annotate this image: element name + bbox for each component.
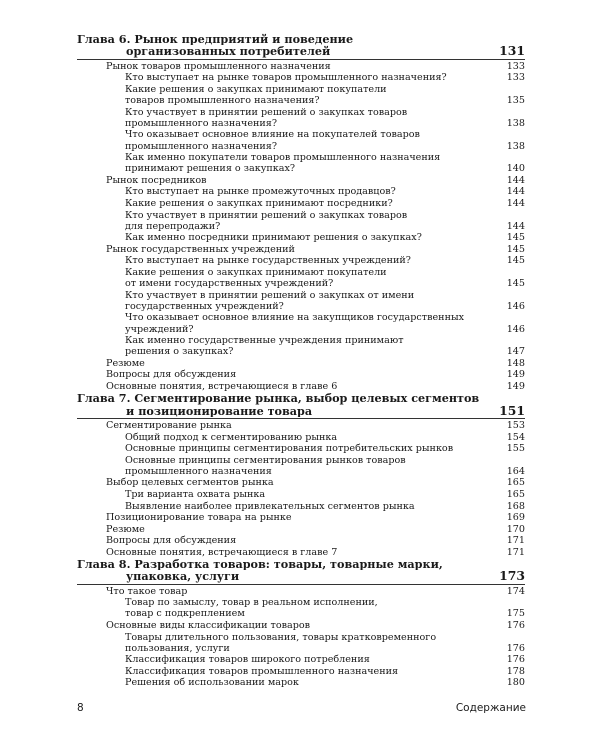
toc-entry — [77, 335, 525, 357]
toc-entry-title: Общий подход к сегментированию рынка — [125, 431, 338, 443]
toc-entry-title: Кто выступает на рынке товаров промышленного назначения? — [125, 72, 447, 84]
toc-entry — [77, 677, 525, 688]
toc-page-number: 171 — [506, 535, 525, 547]
toc-entry-title: Кто участвует в принятии решений о закупках товаров — [125, 209, 408, 221]
toc-entry-title: Основные принципы сегментирования потребительских рынков — [125, 443, 454, 455]
toc-entry-title: Товар по замыслу, товар в реальном исполнении, — [125, 597, 378, 609]
toc-page-number: 140 — [506, 163, 525, 175]
toc-entry-title: Какие решения о закупках принимают посредники? — [125, 198, 393, 209]
footer-page-number: 8 — [77, 702, 84, 714]
toc-entry — [77, 632, 525, 654]
toc-entry — [77, 477, 525, 488]
toc-page-number: 138 — [506, 140, 525, 152]
toc-page-number: 146 — [506, 300, 525, 312]
toc-entry — [77, 84, 525, 106]
toc-entry — [77, 290, 525, 312]
toc-page-number: 148 — [506, 357, 525, 369]
toc-page-number: 174 — [506, 585, 525, 597]
toc-entry — [77, 420, 525, 431]
toc-entry — [77, 443, 525, 454]
toc-entry — [77, 129, 525, 151]
toc-page-number: 135 — [506, 95, 525, 107]
toc-entry-title: Позиционирование товара на рынке — [106, 512, 292, 524]
toc-page-number: 154 — [506, 431, 525, 443]
toc-entry — [77, 501, 525, 512]
toc-entry — [77, 312, 525, 334]
toc-entry — [77, 107, 525, 129]
toc-entry-title: Что оказывает основное влияние на покупателей товаров — [125, 129, 420, 141]
toc-entry — [77, 547, 525, 558]
toc-page-number: 138 — [506, 117, 525, 129]
toc-page-number: 164 — [506, 465, 525, 477]
toc-page-number: 146 — [506, 323, 525, 335]
toc-entry-title: промышленного назначения? — [125, 117, 277, 129]
chapter-rule — [77, 584, 525, 585]
toc-entry — [77, 369, 525, 380]
toc-entry-title: Рынок посредников — [106, 174, 207, 186]
toc-entry-title: и позиционирование товара — [126, 404, 313, 418]
toc-entry-title: Основные принципы сегментирования рынков товаров — [125, 454, 406, 466]
toc-entry — [77, 175, 525, 186]
toc-entry-title: Резюме — [106, 523, 145, 535]
toc-entry-title: Как именно покупатели товаров промышленного назначения — [125, 152, 441, 164]
toc-entry — [77, 597, 525, 619]
toc-entry-title: упаковка, услуги — [126, 570, 240, 583]
toc-entry — [77, 255, 525, 266]
toc-entry — [77, 666, 525, 677]
toc-page-number: 131 — [499, 43, 525, 59]
toc-entry-title: Основные понятия, встречающиеся в главе 7 — [106, 546, 338, 558]
toc-chapter — [77, 558, 525, 585]
toc-entry — [77, 620, 525, 631]
toc-page-number: 149 — [506, 381, 525, 393]
toc-entry-title: Как именно государственные учреждения принимают — [125, 335, 404, 347]
toc-entry-title: промышленного назначения? — [125, 140, 277, 152]
toc-entry-title: промышленного назначения — [125, 465, 272, 477]
toc-page-number: 180 — [506, 677, 525, 689]
toc-entry — [77, 654, 525, 665]
toc-entry-title: Резюме — [106, 357, 145, 369]
table-of-contents — [77, 33, 525, 689]
toc-page-number: 176 — [506, 642, 525, 654]
toc-page-number: 173 — [499, 568, 525, 584]
toc-entry-title: Основные виды классификации товаров — [106, 620, 311, 632]
footer-section-title: Содержание — [455, 702, 526, 714]
toc-page-number: 144 — [506, 198, 525, 209]
toc-entry — [77, 244, 525, 255]
toc-page-number: 144 — [506, 220, 525, 232]
toc-entry — [77, 586, 525, 597]
toc-entry-title: Кто выступает на рынке промежуточных продавцов? — [125, 186, 396, 198]
chapter-rule — [77, 59, 525, 60]
toc-entry — [77, 152, 525, 174]
toc-entry — [77, 210, 525, 232]
toc-page-number: 147 — [506, 346, 525, 358]
toc-entry-title: Вопросы для обсуждения — [106, 369, 237, 381]
toc-page-number: 133 — [506, 60, 525, 72]
toc-page-number: 144 — [506, 186, 525, 198]
toc-entry-title: товар с подкреплением — [125, 608, 245, 620]
toc-page-number: 145 — [506, 243, 525, 255]
toc-page-number: 176 — [506, 620, 525, 632]
toc-entry — [77, 432, 525, 443]
toc-entry-title: Рынок товаров промышленного назначения — [106, 60, 331, 72]
toc-page-number: 178 — [506, 665, 525, 677]
toc-entry-title: Глава 7. Сегментирование рынка, выбор целевых сегментов — [77, 392, 480, 405]
toc-entry-title: от имени государственных учреждений? — [125, 278, 334, 290]
toc-entry — [77, 535, 525, 546]
toc-entry-title: Сегментирование рынка — [106, 420, 232, 432]
toc-entry — [77, 358, 525, 369]
toc-page-number: 153 — [506, 420, 525, 432]
toc-entry-title: организованных потребителей — [126, 45, 331, 58]
toc-entry-title: Классификация товаров промышленного назначения — [125, 665, 399, 677]
toc-entry-title: Что такое товар — [106, 585, 188, 597]
toc-entry — [77, 489, 525, 500]
toc-page-number: 151 — [499, 402, 525, 418]
toc-page-number: 133 — [506, 72, 525, 84]
toc-page-number: 145 — [506, 255, 525, 267]
toc-chapter — [77, 392, 525, 419]
toc-entry — [77, 455, 525, 477]
toc-entry — [77, 61, 525, 72]
toc-entry — [77, 72, 525, 83]
toc-entry-title: Какие решения о закупках принимают покупатели — [125, 83, 387, 95]
toc-entry — [77, 267, 525, 289]
toc-entry-title: Какие решения о закупках принимают покупатели — [125, 266, 387, 278]
toc-page-number: 165 — [506, 488, 525, 500]
toc-entry-title: Кто участвует в принятии решений о закупках товаров — [125, 106, 408, 118]
chapter-rule — [77, 418, 525, 419]
toc-page-number: 171 — [506, 546, 525, 558]
toc-entry-title: Рынок государственных учреждений — [106, 243, 295, 255]
toc-entry-title: пользования, услуги — [125, 642, 230, 654]
page-footer — [77, 702, 526, 714]
toc-entry-title: принимают решения о закупках? — [125, 163, 295, 175]
toc-entry — [77, 512, 525, 523]
toc-entry-title: Глава 8. Разработка товаров: товары, товарные марки, — [77, 557, 443, 571]
toc-entry-title: Основные понятия, встречающиеся в главе 6 — [106, 381, 338, 393]
toc-entry-title: государственных учреждений? — [125, 300, 284, 312]
toc-page-number: 145 — [506, 232, 525, 244]
toc-entry-title: Решения об использовании марок — [125, 677, 299, 689]
toc-entry-title: решения о закупках? — [125, 346, 234, 358]
toc-entry-title: Глава 6. Рынок предприятий и поведение — [77, 33, 354, 46]
toc-entry-title: Вопросы для обсуждения — [106, 535, 237, 547]
toc-entry-title: учреждений? — [125, 323, 194, 335]
toc-entry-title: Три варианта охвата рынка — [125, 488, 266, 500]
toc-entry — [77, 186, 525, 197]
toc-entry — [77, 198, 525, 209]
toc-page-number: 165 — [506, 477, 525, 489]
toc-entry-title: Кто выступает на рынке государственных учреждений? — [125, 255, 411, 267]
toc-entry-title: Выбор целевых сегментов рынка — [106, 477, 274, 489]
toc-entry-title: товаров промышленного назначения? — [125, 95, 320, 107]
toc-entry-title: Выявление наиболее привлекательных сегментов рынка — [125, 500, 415, 512]
toc-page-number: 169 — [506, 512, 525, 524]
toc-page-number: 175 — [506, 608, 525, 620]
toc-entry-title: Классификация товаров широкого потребления — [125, 654, 370, 666]
toc-entry-title: Что оказывает основное влияние на закупщиков государственных — [125, 312, 465, 324]
toc-page-number: 170 — [506, 523, 525, 535]
toc-entry — [77, 381, 525, 392]
toc-entry-title: Как именно посредники принимают решения о закупках? — [125, 232, 422, 244]
toc-page-number: 176 — [506, 654, 525, 666]
toc-page-number: 168 — [506, 500, 525, 512]
toc-page-number: 149 — [506, 369, 525, 381]
toc-entry-title: Товары длительного пользования, товары кратковременного — [125, 631, 437, 643]
toc-page-number: 145 — [506, 278, 525, 290]
toc-entry-title: Кто участвует в принятии решений о закупках от имени — [125, 289, 415, 301]
toc-chapter — [77, 33, 525, 60]
toc-page-number: 144 — [506, 174, 525, 186]
toc-page-number: 155 — [506, 443, 525, 455]
toc-entry — [77, 524, 525, 535]
toc-entry — [77, 232, 525, 243]
toc-entry-title: для перепродажи? — [125, 220, 221, 232]
